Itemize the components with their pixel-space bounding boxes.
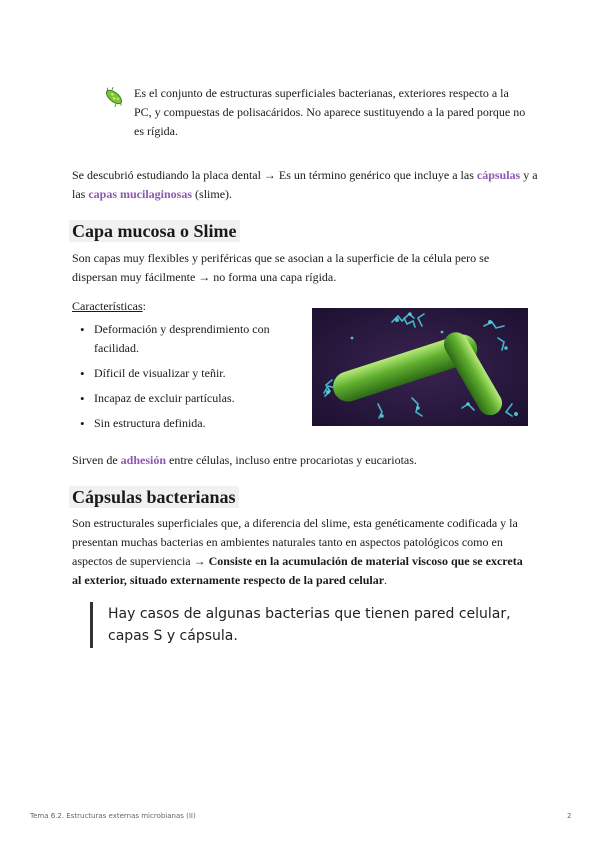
adhesion-text-b: entre células, incluso entre procariotas y eucariotas.: [166, 453, 417, 467]
blockquote: Hay casos de algunas bacterias que tienen pared celular, capas S y cápsula.: [108, 606, 511, 644]
capsules-description: [72, 514, 532, 590]
capsules-heading: Cápsulas bacterianas: [69, 486, 239, 508]
capsules-text-bold: Consiste en la acumulación de material viscoso que se excreta al exterior, situado externamente respecto de la pared celular: [72, 554, 523, 587]
list-item: • Díficil de visualizar y teñir.: [72, 364, 287, 383]
footer-title: Tema 6.2. Estructuras externas microbianas (II): [30, 812, 196, 820]
mucilaginous-link[interactable]: capas mucilaginosas: [88, 187, 193, 201]
intro-paragraph: Es el conjunto de estructuras superficiales bacterianas, exteriores respecto a la PC, y compuestas de polisacáridos. No aparece sustituyendo a la pared porque no es rígida.: [134, 86, 526, 138]
slime-description: Son capas muy flexibles y periféricas que se asocian a la superficie de la célula pero se dispersan muy fácilmente → no forma una capa rígida.: [72, 251, 490, 284]
features-label: [72, 297, 146, 316]
slime-bacteria-micrograph: [312, 308, 528, 426]
features-label-colon: :: [142, 299, 146, 313]
adhesion-link[interactable]: adhesión: [120, 453, 167, 467]
list-item: • Deformación y desprendimiento con facilidad.: [72, 320, 287, 358]
capsules-link[interactable]: cápsulas: [476, 168, 521, 182]
list-item: • Sin estructura definida.: [72, 414, 287, 433]
discovery-text-a: Se descubrió estudiando la placa dental → Es un término genérico que incluye a las: [72, 168, 477, 182]
capsules-text-end: .: [384, 573, 388, 587]
discovery-paragraph: [72, 166, 542, 204]
adhesion-text-a: Sirven de: [72, 453, 121, 467]
adhesion-paragraph: [72, 451, 542, 470]
bacterium-icon: [103, 86, 125, 108]
list-item: • Incapaz de excluir partículas.: [72, 389, 287, 408]
page-number: 2: [567, 812, 572, 820]
features-label-text: Características: [72, 299, 143, 313]
capsules-text-a: Son estructurales superficiales que, a diferencia del slime, esta genéticamente codificada y la presentan muchas bacterias en ambientes naturales tanto en aspectos patológicos como en aspectos de superviencia →: [72, 516, 518, 568]
discovery-text-b: y a las: [72, 168, 538, 201]
quote-bar: [90, 602, 93, 648]
discovery-text-c: (slime).: [192, 187, 233, 201]
slime-heading: Capa mucosa o Slime: [69, 220, 240, 242]
features-list: [72, 320, 287, 439]
